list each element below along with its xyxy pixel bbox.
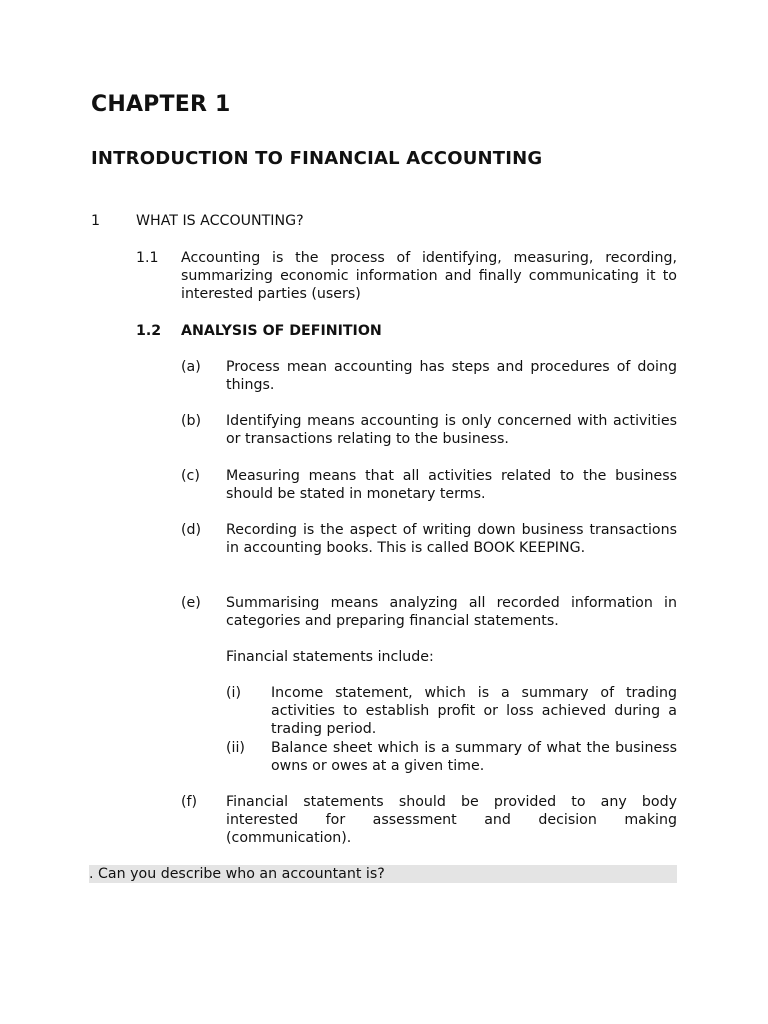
- sub-item-text: Balance sheet which is a summary of what the business owns or owes at a given time.: [271, 740, 677, 775]
- chapter-heading: CHAPTER 1: [91, 92, 231, 117]
- sub-item-text: Income statement, which is a summary of trading activities to establish profit or loss achieved during a trading period.: [271, 685, 677, 738]
- list-item-text: Summarising means analyzing all recorded information in categories and preparing financial statements.: [226, 595, 677, 630]
- financial-statements-intro: Financial statements include:: [226, 649, 434, 665]
- section-number: 1: [91, 213, 101, 229]
- subsection-number: 1.1: [136, 250, 159, 266]
- list-item-text: Financial statements should be provided to any body interested for assessment and decision making (communication).: [226, 794, 677, 847]
- question-prompt: . Can you describe who an accountant is?: [89, 865, 677, 883]
- subsection-number: 1.2: [136, 323, 162, 339]
- list-item-marker: (c): [181, 468, 200, 484]
- list-item-marker: (a): [181, 359, 201, 375]
- list-item-text: Identifying means accounting is only concerned with activities or transactions relating to the business.: [226, 413, 677, 448]
- subsection-title: ANALYSIS OF DEFINITION: [181, 323, 382, 339]
- list-item-marker: (f): [181, 794, 198, 810]
- section-title: WHAT IS ACCOUNTING?: [136, 213, 304, 229]
- chapter-title: INTRODUCTION TO FINANCIAL ACCOUNTING: [91, 148, 543, 169]
- list-item-text: Recording is the aspect of writing down business transactions in accounting books. This is called BOOK KEEPING.: [226, 522, 677, 557]
- sub-item-marker: (ii): [226, 740, 245, 756]
- list-item-marker: (d): [181, 522, 202, 538]
- list-item-marker: (b): [181, 413, 202, 429]
- list-item-text: Measuring means that all activities related to the business should be stated in monetary terms.: [226, 468, 677, 503]
- list-item-text: Process mean accounting has steps and procedures of doing things.: [226, 359, 677, 394]
- list-item-marker: (e): [181, 595, 201, 611]
- definition-paragraph: Accounting is the process of identifying, measuring, recording, summarizing economic information and finally communicating it to interested parties (users): [181, 250, 677, 303]
- sub-item-marker: (i): [226, 685, 242, 701]
